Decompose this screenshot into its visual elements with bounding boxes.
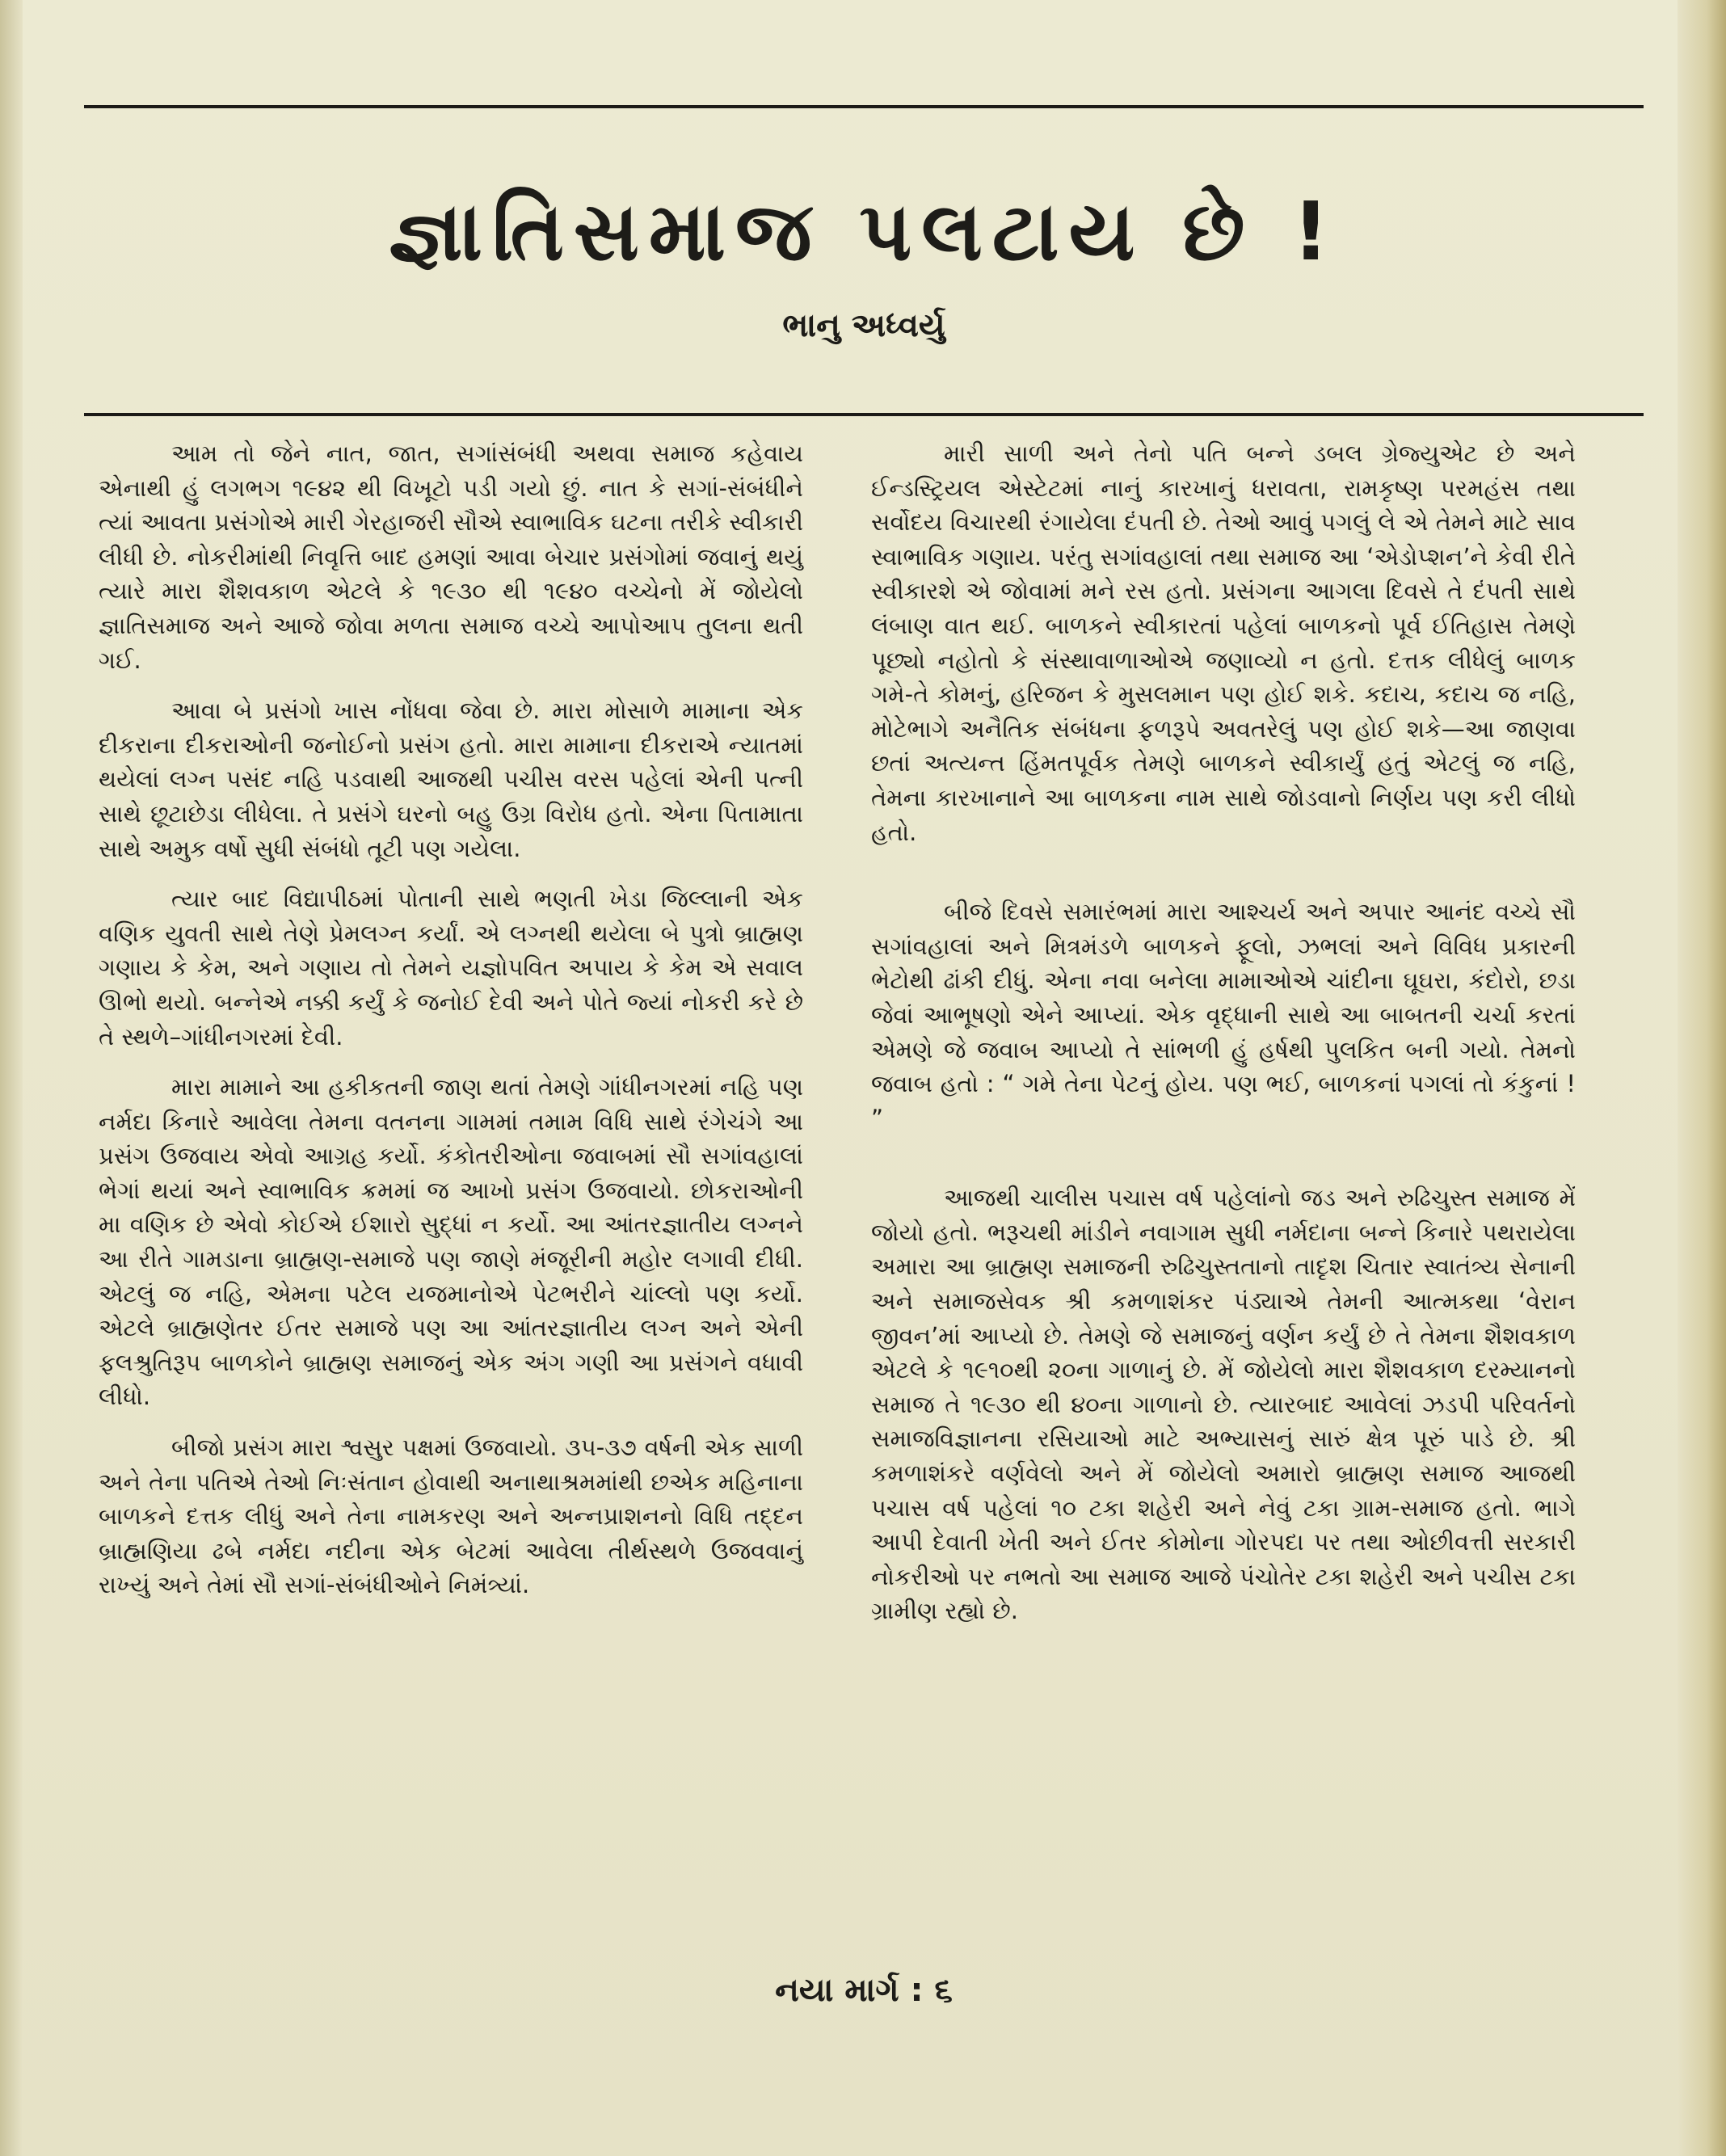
paragraph: બીજે દિવસે સમારંભમાં મારા આશ્ચર્ય અને અપાર આનંદ વચ્ચે સૌ સગાંવહાલાં અને મિત્રમંડળે બાળકને ફૂલો, ઝભલાં અને વિવિધ પ્રકારની ભેટોથી ઢાંકી દીધું. એના નવા બનેલા મામાઓએ ચાંદીના ઘૂઘરા, કંદોરો, છડા જેવાં આભૂષણો એને આપ્યાં. એક વૃદ્ધાની સાથે આ બાબતની ચર્ચા કરતાં એમણે જે જવાબ આપ્યો તે સાંભળી હું હર્ષથી પુલકિત બની ગયો. તેમનો જવાબ હતો : “ ગમે તેના પેટનું હોય. પણ ભઈ, બાળકનાં પગલાં તો કંકુનાં ! ” (871, 898, 1576, 1132)
paragraph: આમ તો જેને નાત, જાત, સગાંસંબંધી અથવા સમાજ કહેવાય એનાથી હું લગભગ ૧૯૪૨ થી વિખૂટો પડી ગયો છું. નાત કે સગાં-સંબંધીને ત્યાં આવતા પ્રસંગોએ મારી ગેરહાજરી સૌએ સ્વાભાવિક ઘટના તરીકે સ્વીકારી લીધી છે. નોકરીમાંથી નિવૃત્તિ બાદ હમણાં આવા બેચાર પ્રસંગોમાં જવાનું થયું ત્યારે મારા શૈશવકાળ એટલે કે ૧૯૩૦ થી ૧૯૪૦ વચ્ચેનો મેં જોયેલો જ્ઞાતિસમાજ અને આજે જોવા મળતા સમાજ વચ્ચે આપોઆપ તુલના થતી ગઈ. (99, 440, 803, 674)
right-column (871, 436, 1576, 1644)
article-author: ભાનુ અધ્વર્યુ (782, 307, 945, 344)
header-rule (84, 105, 1644, 108)
paragraph: આવા બે પ્રસંગો ખાસ નોંધવા જેવા છે. મારા મોસાળે મામાના એક દીકરાના દીકરાઓની જનોઈનો પ્રસંગ હતો. મારા મામાના દીકરાએ ન્યાતમાં થયેલાં લગ્ન પસંદ નહિ પડવાથી આજથી પચીસ વરસ પહેલાં એની પત્ની સાથે છૂટાછેડા લીધેલા. તે પ્રસંગે ઘરનો બહુ ઉગ્ર વિરોધ હતો. એના પિતામાતા સાથે અમુક વર્ષો સુધી સંબંધો તૂટી પણ ગયેલા. (99, 697, 803, 862)
paragraph: બીજો પ્રસંગ મારા શ્વસુર પક્ષમાં ઉજવાયો. ૩૫-૩૭ વર્ષની એક સાળી અને તેના પતિએ તેઓ નિઃસંતાન હોવાથી અનાથાશ્રમમાંથી છએક મહિનાના બાળકને દત્તક લીધું અને તેના નામકરણ અને અન્નપ્રાશનનો વિધિ તદ્દન બ્રાહ્મણિયા ઢબે નર્મદા નદીના એક બેટમાં આવેલા તીર્થસ્થળે ઉજવવાનું રાખ્યું અને તેમાં સૌ સગાં-સંબંધીઓને નિમંત્ર્યાં. (99, 1434, 803, 1599)
title-divider-rule (84, 413, 1644, 416)
page-right-edge-shadow (1678, 0, 1726, 2156)
page-left-edge-shadow (0, 0, 23, 2156)
left-column (99, 436, 803, 1619)
paragraph: મારા મામાને આ હકીકતની જાણ થતાં તેમણે ગાંધીનગરમાં નહિ પણ નર્મદા કિનારે આવેલા તેમના વતનના ગામમાં તમામ વિધિ સાથે રંગેચંગે આ પ્રસંગ ઉજવાય એવો આગ્રહ કર્યો. કંકોતરીઓના જવાબમાં સૌ સગાંવહાલાં ભેગાં થયાં અને સ્વાભાવિક ક્રમમાં જ આખો પ્રસંગ ઉજવાયો. છોકરાઓની મા વણિક છે એવો કોઈએ ઈશારો સુદ્ધાં ન કર્યો. આ આંતરજ્ઞાતીય લગ્નને આ રીતે ગામડાના બ્રાહ્મણ-સમાજે પણ જાણે મંજૂરીની મહોર લગાવી દીધી. એટલું જ નહિ, એમના પટેલ યજમાનોએ પેટભરીને ચાંલ્લો પણ કર્યો. એટલે બ્રાહ્મણેતર ઈતર સમાજે પણ આ આંતરજ્ઞાતીય લગ્ન અને એની ફલશ્રુતિરૂપ બાળકોને બ્રાહ્મણ સમાજનું એક અંગ ગણી આ પ્રસંગને વધાવી લીધો. (99, 1073, 803, 1411)
page-footer: નયા માર્ગ : ૬ (775, 1972, 953, 2009)
article-title: જ્ઞાતિસમાજ પલટાય છે ! (388, 184, 1340, 279)
paragraph: આજથી ચાલીસ પચાસ વર્ષ પહેલાંનો જડ અને રુઢિચુસ્ત સમાજ મેં જોયો હતો. ભરૂચથી માંડીને નવાગામ સુધી નર્મદાના બન્ને કિનારે પથરાયેલા અમારા આ બ્રાહ્મણ સમાજની રુઢિચુસ્તતાનો તાદૃશ ચિતાર સ્વાતંત્ર્ય સેનાની અને સમાજસેવક શ્રી કમળાશંકર પંડ્યાએ તેમની આત્મકથા ‘વેરાન જીવન’માં આપ્યો છે. તેમણે જે સમાજનું વર્ણન કર્યું છે તે તેમના શૈશવકાળ એટલે કે ૧૯૧૦થી ૨૦ના ગાળાનું છે. મેં જોયેલો મારા શૈશવકાળ દરમ્યાનનો સમાજ તે ૧૯૩૦ થી ૪૦ના ગાળાનો છે. ત્યારબાદ આવેલાં ઝડપી પરિવર્તનો સમાજવિજ્ઞાનના રસિયાઓ માટે અભ્યાસનું સારું ક્ષેત્ર પૂરું પાડે છે. શ્રી કમળાશંકરે વર્ણવેલો અને મેં જોયેલો અમારો બ્રાહ્મણ સમાજ આજથી પચાસ વર્ષ પહેલાં ૧૦ ટકા શહેરી અને નેવું ટકા ગ્રામ-સમાજ હતો. ભાગે આપી દેવાતી ખેતી અને ઈતર કોમોના ગોરપદા પર તથા ઓછીવત્તી સરકારી નોકરીઓ પર નભતો આ સમાજ આજે પંચોતેર ટકા શહેરી અને પચીસ ટકા ગ્રામીણ રહ્યો છે. (871, 1184, 1576, 1625)
paragraph: મારી સાળી અને તેનો પતિ બન્ને ડબલ ગ્રેજ્યુએટ છે અને ઈન્ડસ્ટ્રિયલ એસ્ટેટમાં નાનું કારખાનું ધરાવતા, રામકૃષ્ણ પરમહંસ તથા સર્વોદય વિચારથી રંગાયેલા દંપતી છે. તેઓ આવું પગલું લે એ તેમને માટે સાવ સ્વાભાવિક ગણાય. પરંતુ સગાંવહાલાં તથા સમાજ આ ‘એડોપ્શન’ને કેવી રીતે સ્વીકારશે એ જોવામાં મને રસ હતો. પ્રસંગના આગલા દિવસે તે દંપતી સાથે લંબાણ વાત થઈ. બાળકને સ્વીકારતાં પહેલાં બાળકનો પૂર્વ ઈતિહાસ તેમણે પૂછ્યો નહોતો કે સંસ્થાવાળાઓએ જણાવ્યો ન હતો. દત્તક લીધેલું બાળક ગમે-તે કોમનું, હરિજન કે મુસલમાન પણ હોઈ શકે. કદાચ, કદાચ જ નહિ, મોટેભાગે અનૈતિક સંબંધના ફળરૂપે અવતરેલું પણ હોઈ શકે—આ જાણવા છતાં અત્યન્ત હિંમતપૂર્વક તેમણે બાળકને સ્વીકાર્યું હતું એટલું જ નહિ, તેમના કારખાનાને આ બાળકના નામ સાથે જોડવાનો નિર્ણય પણ કરી લીધો હતો. (871, 440, 1576, 846)
paragraph: ત્યાર બાદ વિદ્યાપીઠમાં પોતાની સાથે ભણતી ખેડા જિલ્લાની એક વણિક યુવતી સાથે તેણે પ્રેમલગ્ન કર્યાં. એ લગ્નથી થયેલા બે પુત્રો બ્રાહ્મણ ગણાય કે કેમ, અને ગણાય તો તેમને યજ્ઞોપવિત અપાય કે કેમ એ સવાલ ઊભો થયો. બન્નેએ નક્કી કર્યું કે જનોઈ દેવી અને પોતે જ્યાં નોકરી કરે છે તે સ્થળે–ગાંધીનગરમાં દેવી. (99, 885, 803, 1051)
